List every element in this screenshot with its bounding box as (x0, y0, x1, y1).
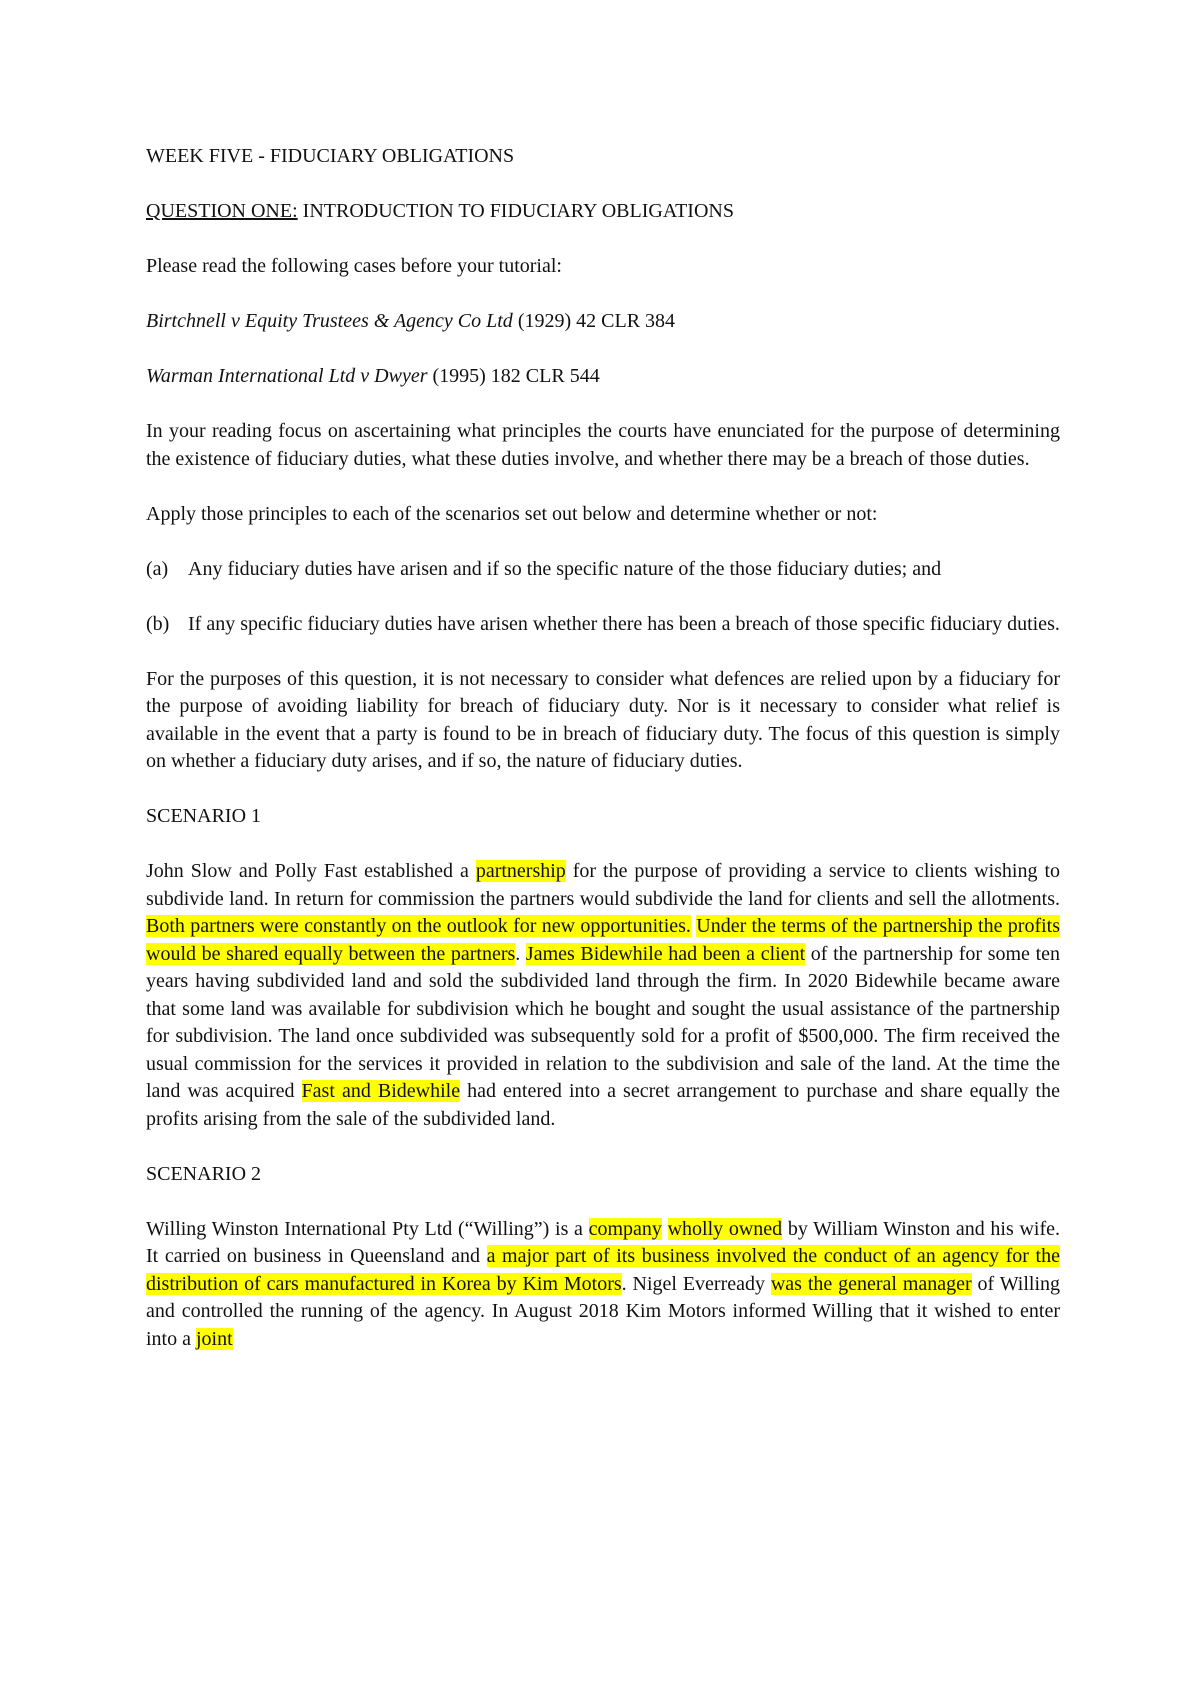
highlighted-text: partnership (475, 860, 566, 882)
scenario-1-heading: SCENARIO 1 (146, 805, 262, 827)
question-heading (146, 198, 1060, 226)
purposes-paragraph: For the purposes of this question, it is not necessary to consider what defences are relied upon by a fiduciary for the purpose of avoiding liability for breach of fiduciary duty. Nor is it necessary to consider what relief is available in the event that a party is found to be in breach of fiduciary duty. The focus of this question is simply on whether a fiduciary duty arises, and if so, the nature of fiduciary duties. (146, 667, 1060, 772)
highlighted-text: a major part of its business involved the conduct of an agency for the distribution of cars manufactured in Korea by Kim Motors (146, 1245, 1060, 1295)
case-reference: (1929) 42 CLR 384 (512, 310, 676, 332)
list-marker: (a) (146, 557, 169, 580)
intro-text: Please read the following cases before your tutorial: (146, 255, 562, 277)
case-citation (146, 363, 1060, 391)
case-citation (146, 308, 1060, 336)
text-run: of Willing and controlled the running of the agency. In August 2018 Kim Motors informed Willing that it wished to enter into a (146, 1272, 1061, 1350)
highlighted-text: Under the terms of the partnership the profits would be shared equally between the partners (146, 915, 1061, 965)
scenario-1-paragraph (146, 858, 1060, 1133)
text-run: had entered into a secret arrangement to purchase and share equally the profits arising from the sale of the subdivided land. (146, 1080, 1060, 1130)
text-run: of the partnership for some ten years having subdivided land and sold the subdivided land through the firm. In 2020 Bidewhile became aware that some land was available for subdivision which he bought and sought the usual assistance of the partnership for subdivision. The land once subdivided was subsequently sold for a profit of $500,000. The firm received the usual commission for the services it provided in relation to the subdivision and sale of the land. At the time the land was acquired (146, 942, 1060, 1102)
question-label: QUESTION ONE: (146, 200, 298, 222)
list-item-a (146, 556, 1060, 584)
list-text: If any specific fiduciary duties have arisen whether there has been a breach of those specific fiduciary duties. (188, 612, 1060, 635)
text-run: John Slow and Polly Fast established a (146, 860, 476, 882)
text-run: by William Winston and his wife. It carried on business in Queensland and (146, 1217, 1060, 1267)
highlighted-text: James Bidewhile had been a client (525, 942, 806, 965)
highlighted-text: Both partners were constantly on the outlook for new opportunities. (146, 915, 691, 937)
highlighted-text: joint (196, 1327, 233, 1350)
case-reference: (1995) 182 CLR 544 (427, 365, 600, 387)
scenario-2-paragraph (146, 1216, 1060, 1354)
scenario-2-heading: SCENARIO 2 (146, 1162, 262, 1185)
text-run: for the purpose of providing a service to clients wishing to subdivide land. In return for commission the partners would subdivide the land for clients and sell the allotments. (146, 860, 1060, 910)
list-marker: (b) (146, 612, 170, 635)
page-heading: WEEK FIVE - FIDUCIARY OBLIGATIONS (146, 145, 515, 167)
text-run (662, 1218, 668, 1240)
list-text: Any fiduciary duties have arisen and if so the specific nature of the those fiduciary duties; and (188, 557, 942, 580)
question-title: INTRODUCTION TO FIDUCIARY OBLIGATIONS (297, 200, 734, 222)
list-item-b (146, 611, 1060, 639)
text-run: . (515, 942, 526, 965)
case-name: Warman International Ltd v Dwyer (146, 365, 428, 387)
highlighted-text: was the general manager (770, 1272, 972, 1295)
text-run: Willing Winston International Pty Ltd (“Willing”) is a (146, 1217, 589, 1240)
text-run: . Nigel Everready (621, 1272, 771, 1295)
case-name: Birtchnell v Equity Trustees & Agency Co Ltd (146, 310, 513, 332)
reading-focus-paragraph: In your reading focus on ascertaining what principles the courts have enunciated for the purpose of determining the existence of fiduciary duties, what these duties involve, and whether there may be a breach of those duties. (146, 420, 1060, 470)
highlighted-text: Fast and Bidewhile (301, 1080, 461, 1102)
apply-paragraph: Apply those principles to each of the scenarios set out below and determine whether or not: (146, 502, 878, 525)
highlighted-text: company (588, 1217, 662, 1240)
highlighted-text: wholly owned (667, 1217, 783, 1240)
